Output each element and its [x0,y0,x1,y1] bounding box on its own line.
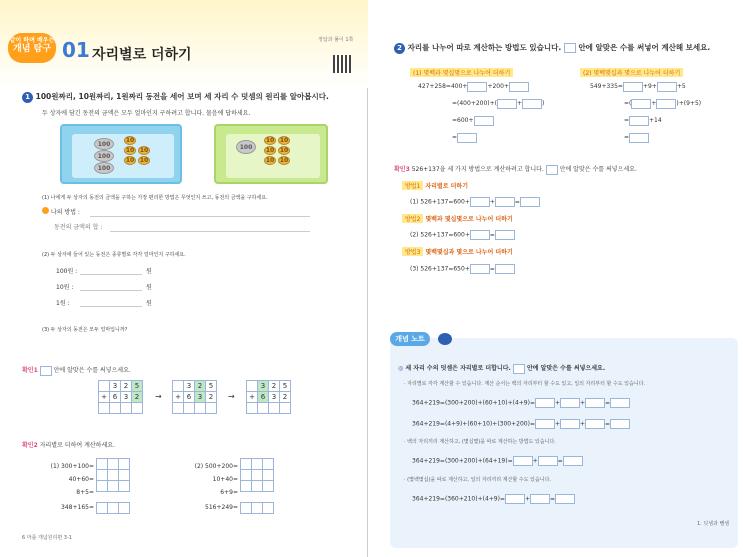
coin-10: 10 [139,157,149,164]
answer-box[interactable] [535,398,555,408]
answer-grid-2b[interactable] [240,502,274,514]
answer-box[interactable] [470,264,490,274]
coin-10: 10 [265,157,275,164]
coin-10: 10 [139,147,149,154]
note-eq1: 364+219=(300+200)+(60+10)+(4+9)= + + = [412,398,630,408]
won-1: 원 [146,268,152,275]
coin-10: 10 [125,157,135,164]
answer-box[interactable] [560,419,580,429]
note-title: ◎ 세 자리 수의 덧셈은 자리별로 더합니다. 안에 알맞은 수를 써넣으세요. [398,365,606,372]
addition-grid-1: 3 2 5 + 6 3 2 [98,380,143,414]
note-line2: · 백의 자리끼리 계산하고, (몇십몇)을 따로 계산하는 방법도 있습니다. [404,439,556,445]
answer-box[interactable] [610,398,630,408]
answer-box[interactable] [457,133,477,143]
answer-grid-1b[interactable] [96,502,130,514]
answer-cell[interactable] [280,403,291,414]
check1-text: 안에 알맞은 수를 써넣으세요. [53,367,131,374]
q2-a-work: 427+258=400+ +200+ =(400+200)+( + ) =600+ = [418,83,545,141]
coin-100: 100 [94,162,114,174]
q1-desc: 두 상자에 담긴 동전의 금액은 모두 얼마인지 구하려고 합니다. 물음에 답하세요. [42,110,251,117]
method-row [42,207,80,216]
note-eq4: 364+219=(360+210)+(4+9)= + = [412,494,575,504]
answer-box[interactable] [495,230,515,240]
coin-100: 100 [236,140,256,154]
method2-line: (2) 526+137=600+ = [410,230,515,240]
answer-box[interactable] [629,116,649,126]
coin-box-1 [60,124,182,184]
lesson-number: 01 [62,38,90,62]
answer-cell[interactable] [258,403,269,414]
q2-heading: 2 자리를 나누어 따로 계산하는 방법도 있습니다. 안에 알맞은 수를 써넣어 계산해 보세요. [394,42,710,54]
answer-box[interactable] [560,398,580,408]
left-footer: 6 마플 개념원리편 3-1 [22,535,72,541]
q1-number: 1 [22,92,33,103]
answer-box[interactable] [631,99,651,109]
note-eq3: 364+219=(300+200)+(64+19)= + = [412,456,583,466]
check2-col1: (1) 300+100= 40+60= 8+5= [50,463,94,496]
badge-top: 같이 하며 배우는 [9,37,55,44]
right-page [372,0,743,557]
addition-grid-3: 3 2 5 + 6 3 2 [246,380,291,414]
method3-tag: 방법3 몇백몇십과 몇으로 나누어 더하기 [402,247,513,256]
answer-box[interactable] [538,456,558,466]
answer-box[interactable] [535,419,555,429]
q2-number: 2 [394,43,405,54]
method-label: 나의 방법 : [50,209,80,216]
won-2: 원 [146,284,152,291]
answer-box[interactable] [563,456,583,466]
right-footer: 1. 덧셈과 뺄셈 [697,521,730,527]
method1-line: (1) 526+137=600+ + = [410,197,540,207]
method3-line: (3) 526+137=650+ = [410,264,515,274]
answer-box[interactable] [520,197,540,207]
row-1: 1원 : [56,300,70,307]
lesson-title: 자리별로 더하기 [92,47,192,63]
q2-b-tag: (2) 몇백몇십과 몇으로 나누어 더하기 [580,60,683,79]
coin-10: 10 [125,137,135,144]
check2-sum2: 516+249= [205,504,238,511]
concept-badge [8,33,56,63]
answer-box[interactable] [585,419,605,429]
answer-box[interactable] [505,494,525,504]
q2-b-work: 549+335= +9+ +5 =( + )+(9+5) = +14 = [590,83,702,141]
note-eq2: 364+219=(4+9)+(60+10)+(300+200)= + + = [412,419,630,429]
check2-heading [22,440,115,449]
check1-heading [22,365,131,376]
addition-grid-2: 3 2 5 + 6 3 2 [172,380,217,414]
left-page [0,0,368,557]
check3-heading: 확인3 526+137을 세 가지 방법으로 계산하려고 합니다. 안에 알맞은 수를 써넣으세요. [394,166,637,173]
check2-text: 자리별로 더하여 계산하세요. [39,442,115,449]
coin-10: 10 [279,137,289,144]
arrow-2: → [228,392,235,401]
amount-label: 동전의 금액의 합 : [54,224,103,231]
method1-tag: 방법1 자리별로 더하기 [402,181,468,190]
blank-box [546,165,558,175]
q1-title: 100원짜리, 10원짜리, 1원짜리 동전을 세어 보며 세 자리 수 덧셈의 원리를 알아봅시다. [35,92,329,101]
answer-box[interactable] [497,99,517,109]
coin-box-2 [214,124,328,184]
coin-10: 10 [279,157,289,164]
row-100: 100원 : [56,268,78,275]
q1-sub3: (3) 두 상자의 동전은 모두 얼마입니까? [42,327,128,333]
coin-10: 10 [265,137,275,144]
q2-a-tag: (1) 몇백과 몇십몇으로 나누어 더하기 [410,60,513,79]
answer-box[interactable] [530,494,550,504]
answer-cell[interactable] [195,403,206,414]
answer-box[interactable] [656,99,676,109]
answer-cell[interactable] [269,403,280,414]
answer-box[interactable] [585,398,605,408]
check2-sum1: 348+165= [61,504,94,511]
answer-box[interactable] [657,82,677,92]
answer-cell[interactable] [132,403,143,414]
answer-box[interactable] [474,116,494,126]
answer-box[interactable] [470,230,490,240]
answer-box[interactable] [555,494,575,504]
coin-10: 10 [125,147,135,154]
note-line1: · 자리별로 각각 계산할 수 있습니다. 계산 순서는 백의 자리부터 할 수도 있고, 일의 자리부터 할 수도 있습니다. [404,381,646,387]
badge-main: 개념 탐구 [13,44,51,54]
answer-box[interactable] [495,264,515,274]
check2-label: 확인2 [22,442,38,449]
q1-sub1: (1) 나에게 두 상자의 동전의 금액을 구하는 가장 편리한 방법은 무엇인지 쓰고, 동전의 금액을 구하세요. [42,195,268,201]
blank-box [564,43,576,53]
answer-box[interactable] [467,82,487,92]
answer-box[interactable] [522,99,542,109]
q1-sub2: (2) 두 상자에 들어 있는 동전은 종류별로 각각 얼마인지 구하세요. [42,252,186,258]
answer-cell[interactable] [206,403,217,414]
arrow-1: → [155,392,162,401]
answer-box[interactable] [629,133,649,143]
qr-code-icon[interactable] [333,55,351,73]
answer-ref: 정답과 풀이 1쪽 [318,37,354,43]
robot-icon [438,333,452,345]
coin-10: 10 [279,147,289,154]
answer-box[interactable] [610,419,630,429]
answer-box[interactable] [509,82,529,92]
answer-grid-1[interactable] [96,458,130,492]
row-10: 10원 : [56,284,74,291]
answer-box[interactable] [470,197,490,207]
note-tab: 개념 노트 [390,332,430,346]
coin-10: 10 [265,147,275,154]
method-icon [42,207,49,214]
answer-grid-2[interactable] [240,458,274,492]
coin-100: 100 [94,138,114,150]
check2-col2: (2) 500+200= 10+40= 6+9= [194,463,238,496]
coin-100: 100 [94,150,114,162]
check1-label: 확인1 [22,367,38,374]
answer-box[interactable] [495,197,515,207]
note-line3: · (몇백몇십)을 따로 계산하고, 일의 자리끼리 계산할 수도 있습니다. [404,477,551,483]
blank-box [40,366,52,376]
answer-box[interactable] [623,82,643,92]
q1-heading [22,91,329,103]
answer-box[interactable] [513,456,533,466]
method2-tag: 방법2 몇백과 몇십몇으로 나누어 더하기 [402,214,513,223]
won-3: 원 [146,300,152,307]
